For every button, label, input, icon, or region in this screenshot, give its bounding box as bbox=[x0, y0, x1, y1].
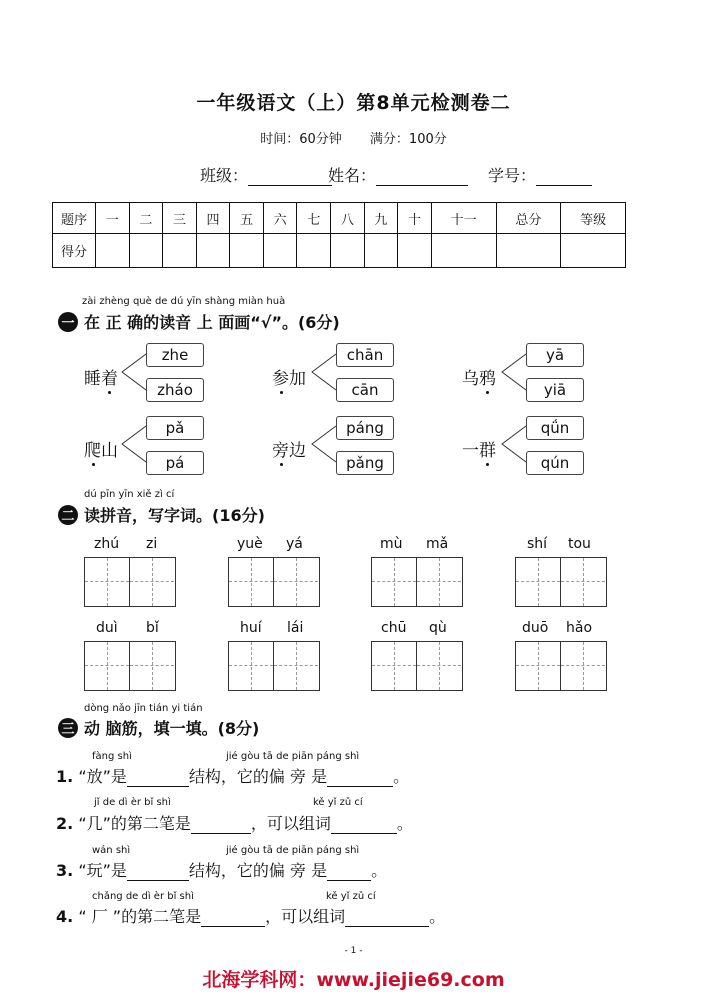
pinyin-prompt: lái bbox=[287, 620, 304, 636]
pinyin-option[interactable]: cān bbox=[336, 378, 394, 402]
class-field[interactable] bbox=[200, 163, 332, 186]
writing-grid[interactable] bbox=[515, 641, 607, 691]
writing-cell[interactable] bbox=[561, 558, 605, 606]
guide-line bbox=[538, 642, 539, 690]
pinyin-prompt: duì bbox=[96, 620, 118, 636]
pinyin-prompt: hǎo bbox=[566, 620, 593, 636]
answer-blank[interactable] bbox=[191, 833, 251, 834]
guide-line bbox=[583, 558, 584, 606]
question-2 bbox=[56, 811, 413, 834]
pinyin-prompt: huí bbox=[240, 620, 262, 636]
question-text: 结构，它的偏 旁 是 bbox=[188, 861, 328, 880]
question-number: 4. bbox=[56, 907, 74, 926]
brace-icon bbox=[498, 352, 528, 392]
score-cell[interactable] bbox=[129, 234, 163, 268]
pinyin-option[interactable]: qǘn bbox=[526, 416, 584, 440]
question-text: “放”是 bbox=[78, 767, 127, 786]
guide-line bbox=[538, 558, 539, 606]
writing-grid[interactable] bbox=[371, 557, 463, 607]
guide-line bbox=[251, 642, 252, 690]
pinyin-option[interactable]: pǎ bbox=[146, 416, 204, 440]
pinyin-prompt: zhú bbox=[94, 536, 120, 552]
question-text: 结构，它的偏 旁 是 bbox=[188, 767, 328, 786]
page-title: 一年级语文（上）第8单元检测卷二 bbox=[196, 92, 511, 114]
section2-instruction: 读拼音，写字词。(16分) bbox=[84, 506, 265, 525]
section1-number: 一 bbox=[58, 312, 78, 332]
emphasis-dot bbox=[486, 391, 489, 394]
word-3: 乌鸦 bbox=[462, 369, 496, 389]
pinyin-prompt: yá bbox=[286, 536, 303, 552]
answer-blank[interactable] bbox=[127, 880, 189, 881]
pinyin-option[interactable]: qún bbox=[526, 451, 584, 475]
writing-cell[interactable] bbox=[130, 642, 174, 690]
brace-icon bbox=[118, 352, 148, 392]
score-table bbox=[52, 202, 626, 268]
brace-icon bbox=[308, 352, 338, 392]
word-2: 参加 bbox=[272, 369, 306, 389]
score-table-score-row bbox=[53, 234, 626, 268]
question-3 bbox=[56, 858, 387, 881]
exam-meta bbox=[0, 128, 707, 147]
question-end: 。 bbox=[371, 861, 388, 880]
question-pinyin: wán shì bbox=[92, 845, 131, 856]
writing-cell[interactable] bbox=[229, 642, 274, 690]
score-col: 四 bbox=[196, 203, 230, 234]
question-end: 。 bbox=[396, 814, 413, 833]
pinyin-prompt: mù bbox=[380, 536, 403, 552]
student-id-blank[interactable] bbox=[536, 169, 592, 186]
score-col: 九 bbox=[364, 203, 398, 234]
guide-line bbox=[152, 558, 153, 606]
question-pinyin: kě yǐ zǔ cí bbox=[313, 797, 363, 808]
pinyin-prompt: qù bbox=[429, 620, 447, 636]
question-text: “玩”是 bbox=[78, 861, 127, 880]
time-limit: 时间：60分钟 bbox=[260, 132, 342, 147]
score-cell[interactable] bbox=[263, 234, 297, 268]
student-id-label: 学号： bbox=[488, 166, 537, 185]
writing-cell[interactable] bbox=[274, 558, 318, 606]
score-cell[interactable] bbox=[496, 234, 561, 268]
guide-line bbox=[296, 558, 297, 606]
question-1 bbox=[56, 764, 409, 787]
pinyin-option[interactable]: yiā bbox=[526, 378, 584, 402]
writing-cell[interactable] bbox=[229, 558, 274, 606]
score-col: 十一 bbox=[431, 203, 496, 234]
pinyin-option[interactable]: páng bbox=[336, 416, 394, 440]
guide-line bbox=[439, 642, 440, 690]
answer-blank[interactable] bbox=[327, 880, 371, 881]
page-number: - 1 - bbox=[344, 946, 363, 956]
brace-icon bbox=[498, 424, 528, 464]
guide-line bbox=[251, 558, 252, 606]
score-cell[interactable] bbox=[431, 234, 496, 268]
pinyin-prompt: duō bbox=[522, 620, 549, 636]
brace-icon bbox=[118, 424, 148, 464]
score-col: 二 bbox=[129, 203, 163, 234]
source-watermark[interactable]: 北海学科网：www.jiejie69.com bbox=[202, 969, 505, 991]
writing-cell[interactable] bbox=[85, 642, 130, 690]
student-id-field[interactable] bbox=[488, 163, 592, 186]
score-cell[interactable] bbox=[96, 234, 130, 268]
guide-line bbox=[394, 642, 395, 690]
writing-cell[interactable] bbox=[516, 642, 561, 690]
score-col: 三 bbox=[163, 203, 197, 234]
score-table-row-label: 得分 bbox=[53, 234, 96, 268]
section1-instruction: 在 正 确的读音 上 面画“√”。(6分) bbox=[84, 313, 340, 332]
score-col: 等级 bbox=[561, 203, 626, 234]
pinyin-prompt: yuè bbox=[237, 536, 263, 552]
section3-instruction: 动 脑筋，填一填。(8分) bbox=[84, 719, 260, 738]
writing-cell[interactable] bbox=[561, 642, 605, 690]
score-col: 十 bbox=[398, 203, 432, 234]
score-cell[interactable] bbox=[163, 234, 197, 268]
score-col: 总分 bbox=[496, 203, 561, 234]
writing-cell[interactable] bbox=[130, 558, 174, 606]
writing-cell[interactable] bbox=[372, 642, 417, 690]
question-pinyin: jié gòu tā de piān páng shì bbox=[226, 751, 360, 762]
writing-cell[interactable] bbox=[85, 558, 130, 606]
section1-heading bbox=[58, 310, 340, 333]
emphasis-dot bbox=[280, 463, 283, 466]
question-pinyin: chǎng de dì èr bǐ shì bbox=[92, 891, 194, 902]
pinyin-option[interactable]: pǎng bbox=[336, 451, 394, 475]
brace-icon bbox=[308, 424, 338, 464]
score-col: 七 bbox=[297, 203, 331, 234]
guide-line bbox=[439, 558, 440, 606]
question-text: ，可以组词 bbox=[265, 907, 346, 926]
answer-blank[interactable] bbox=[331, 833, 397, 834]
writing-cell[interactable] bbox=[516, 558, 561, 606]
section2-pinyin: dú pīn yīn xiě zì cí bbox=[84, 489, 175, 500]
section2-heading bbox=[58, 503, 265, 526]
answer-blank[interactable] bbox=[327, 786, 393, 787]
writing-cell[interactable] bbox=[417, 558, 461, 606]
score-cell[interactable] bbox=[398, 234, 432, 268]
answer-blank[interactable] bbox=[201, 926, 265, 927]
writing-grid[interactable] bbox=[84, 557, 176, 607]
emphasis-dot bbox=[92, 463, 95, 466]
score-cell[interactable] bbox=[297, 234, 331, 268]
question-end: 。 bbox=[429, 907, 446, 926]
emphasis-dot bbox=[280, 391, 283, 394]
word-5: 旁边 bbox=[272, 441, 306, 461]
question-pinyin: kě yǐ zǔ cí bbox=[326, 891, 376, 902]
emphasis-dot bbox=[108, 391, 111, 394]
question-pinyin: jǐ de dì èr bǐ shì bbox=[94, 797, 171, 808]
section2-number: 二 bbox=[58, 505, 78, 525]
question-pinyin: jié gòu tā de piān páng shì bbox=[226, 845, 360, 856]
pinyin-option[interactable]: zháo bbox=[146, 378, 204, 402]
pinyin-prompt: shí bbox=[527, 536, 548, 552]
score-cell[interactable] bbox=[331, 234, 365, 268]
class-blank[interactable] bbox=[248, 169, 332, 186]
score-cell[interactable] bbox=[364, 234, 398, 268]
writing-grid[interactable] bbox=[515, 557, 607, 607]
score-col: 六 bbox=[263, 203, 297, 234]
score-col: 一 bbox=[96, 203, 130, 234]
score-cell[interactable] bbox=[196, 234, 230, 268]
class-label: 班级： bbox=[200, 166, 249, 185]
word-1: 睡着 bbox=[84, 369, 118, 389]
pinyin-option[interactable]: chān bbox=[336, 343, 394, 367]
question-text: “ 厂 ”的第二笔是 bbox=[78, 907, 202, 926]
section3-number: 三 bbox=[58, 718, 78, 738]
writing-grid[interactable] bbox=[371, 641, 463, 691]
pinyin-option[interactable]: zhe bbox=[146, 343, 204, 367]
pinyin-prompt: tou bbox=[568, 536, 591, 552]
name-blank[interactable] bbox=[376, 169, 468, 186]
question-number: 3. bbox=[56, 861, 74, 880]
name-label: 姓名： bbox=[328, 166, 377, 185]
writing-cell[interactable] bbox=[274, 642, 318, 690]
score-table-header-row bbox=[53, 203, 626, 234]
question-4 bbox=[56, 904, 445, 927]
pinyin-prompt: mǎ bbox=[426, 536, 449, 552]
pinyin-prompt: chū bbox=[381, 620, 407, 636]
writing-grid[interactable] bbox=[228, 641, 320, 691]
guide-line bbox=[107, 642, 108, 690]
full-score: 满分：100分 bbox=[369, 132, 447, 147]
question-number: 2. bbox=[56, 814, 74, 833]
question-number: 1. bbox=[56, 767, 74, 786]
section3-heading bbox=[58, 716, 259, 739]
score-table-row-label: 题序 bbox=[53, 203, 96, 234]
pinyin-prompt: bǐ bbox=[146, 620, 159, 636]
question-pinyin: fàng shì bbox=[92, 751, 132, 762]
score-cell[interactable] bbox=[230, 234, 264, 268]
section3-pinyin: dòng nǎo jīn tián yi tián bbox=[84, 703, 203, 714]
guide-line bbox=[394, 558, 395, 606]
answer-blank[interactable] bbox=[127, 786, 189, 787]
guide-line bbox=[296, 642, 297, 690]
guide-line bbox=[583, 642, 584, 690]
name-field[interactable] bbox=[328, 163, 468, 186]
writing-cell[interactable] bbox=[417, 642, 461, 690]
answer-blank[interactable] bbox=[345, 926, 429, 927]
guide-line bbox=[107, 558, 108, 606]
writing-grid[interactable] bbox=[84, 641, 176, 691]
writing-cell[interactable] bbox=[372, 558, 417, 606]
pinyin-option[interactable]: pá bbox=[146, 451, 204, 475]
score-col: 八 bbox=[331, 203, 365, 234]
emphasis-dot bbox=[486, 463, 489, 466]
question-text: “几”的第二笔是 bbox=[78, 814, 191, 833]
pinyin-option[interactable]: yā bbox=[526, 343, 584, 367]
question-text: ，可以组词 bbox=[250, 814, 331, 833]
score-cell[interactable] bbox=[561, 234, 626, 268]
section1-pinyin: zài zhèng què de dú yīn shàng miàn huà bbox=[82, 296, 286, 307]
word-6: 一群 bbox=[462, 441, 496, 461]
word-4: 爬山 bbox=[84, 441, 118, 461]
question-end: 。 bbox=[393, 767, 410, 786]
writing-grid[interactable] bbox=[228, 557, 320, 607]
pinyin-prompt: zi bbox=[146, 536, 158, 552]
guide-line bbox=[152, 642, 153, 690]
score-col: 五 bbox=[230, 203, 264, 234]
